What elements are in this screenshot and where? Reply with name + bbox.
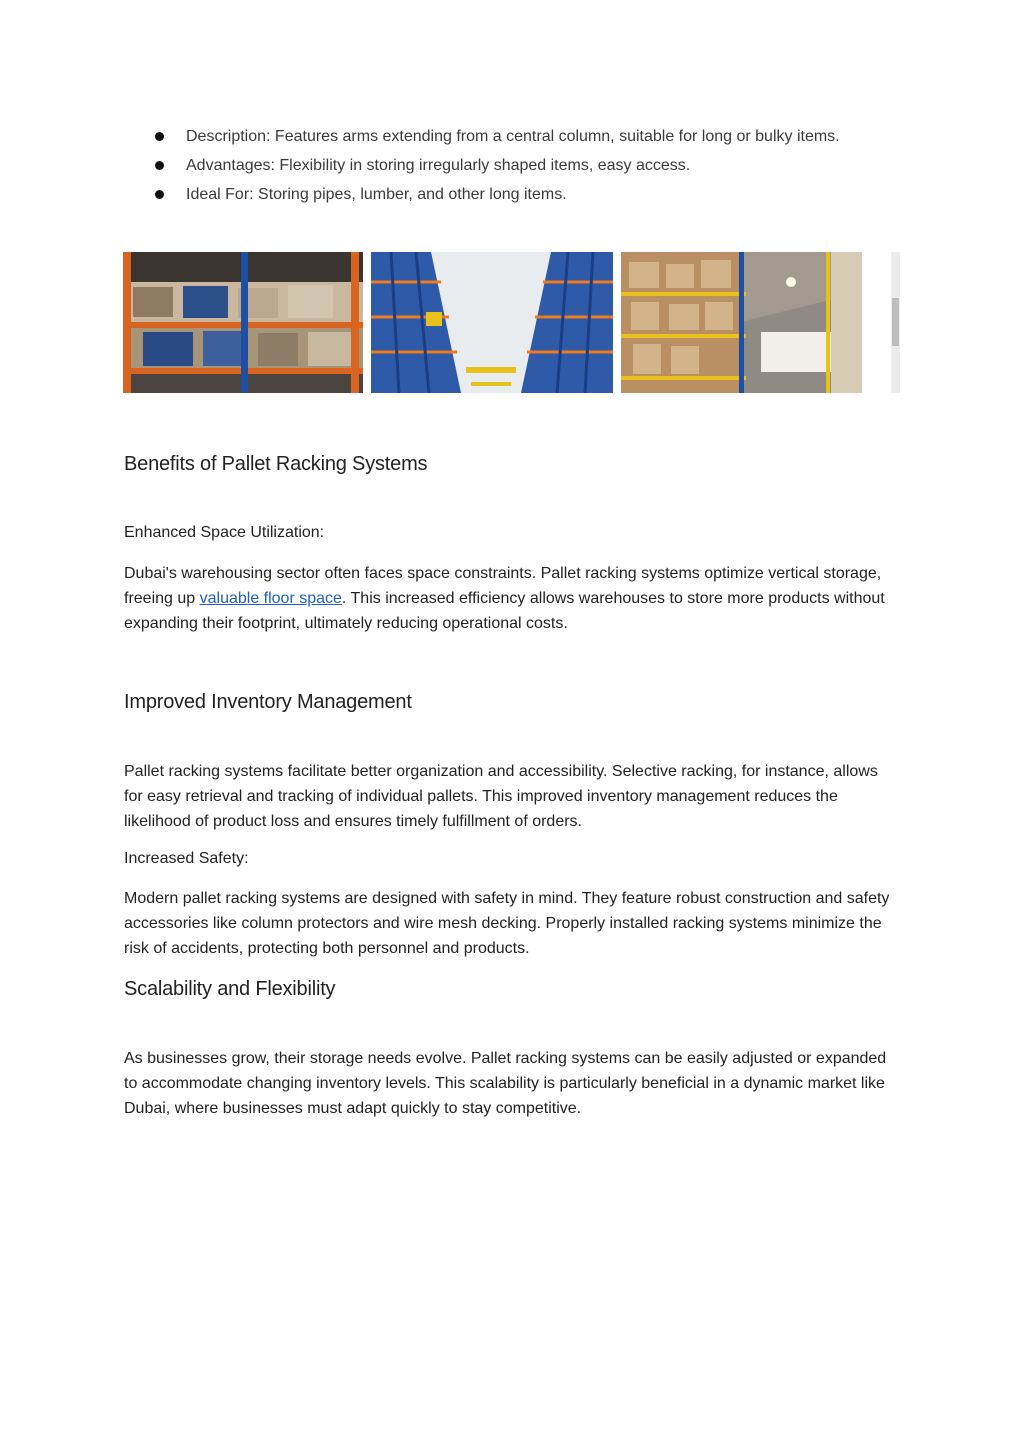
rack-details-list	[150, 124, 950, 211]
scalability-heading: Scalability and Flexibility	[124, 978, 336, 1000]
bullet-icon	[155, 161, 164, 170]
list-item	[150, 182, 950, 211]
paragraph-text: . This increased efficiency allows warehouses to store more products without expanding their footprint, ultimately reducing operational costs.	[124, 590, 885, 632]
valuable-floor-space-link[interactable]: valuable floor space	[199, 590, 342, 607]
warehouse-pallet-racks-photo	[123, 252, 363, 393]
inventory-heading: Improved Inventory Management	[124, 691, 412, 713]
scrollbar-thumb[interactable]	[892, 298, 899, 346]
bullet-text: Advantages: Flexibility in storing irregularly shaped items, easy access.	[186, 157, 691, 174]
inventory-paragraph: Pallet racking systems facilitate better organization and accessibility. Selective racking, for instance, allows for easy retrieval and tracking of individual pallets. This improved inventory management reduces the likelihood of product loss and ensures timely fulfillment of orders.	[124, 763, 878, 830]
bullet-icon	[155, 190, 164, 199]
warehouse-high-shelves-photo	[621, 252, 862, 393]
paragraph-text: Dubai's warehousing sector often faces space constraints. Pallet racking systems optimize vertical storage, freeing up	[124, 565, 882, 607]
image-gallery	[123, 252, 900, 393]
scalability-paragraph: As businesses grow, their storage needs evolve. Pallet racking systems can be easily adjusted or expanded to accommodate changing inventory levels. This scalability is particularly beneficial in a dynamic market like Dubai, where businesses must adapt quickly to stay competitive.	[124, 1050, 887, 1117]
gallery-scrollbar[interactable]	[891, 252, 900, 393]
bullet-text: Description: Features arms extending from a central column, suitable for long or bulky items.	[186, 128, 840, 145]
bullet-text: Ideal For: Storing pipes, lumber, and other long items.	[186, 186, 567, 203]
bullet-icon	[155, 132, 164, 141]
benefits-heading: Benefits of Pallet Racking Systems	[124, 453, 428, 475]
space-utilization-label: Enhanced Space Utilization:	[124, 524, 325, 541]
space-utilization-paragraph	[124, 561, 894, 636]
warehouse-aisle-blue-racks-photo	[371, 252, 613, 393]
safety-paragraph: Modern pallet racking systems are designed with safety in mind. They feature robust construction and safety accessories like column protectors and wire mesh decking. Properly installed racking systems minimize the risk of accidents, protecting both personnel and products.	[124, 890, 890, 957]
list-item	[150, 153, 950, 182]
safety-label: Increased Safety:	[124, 850, 249, 867]
list-item	[150, 124, 950, 153]
